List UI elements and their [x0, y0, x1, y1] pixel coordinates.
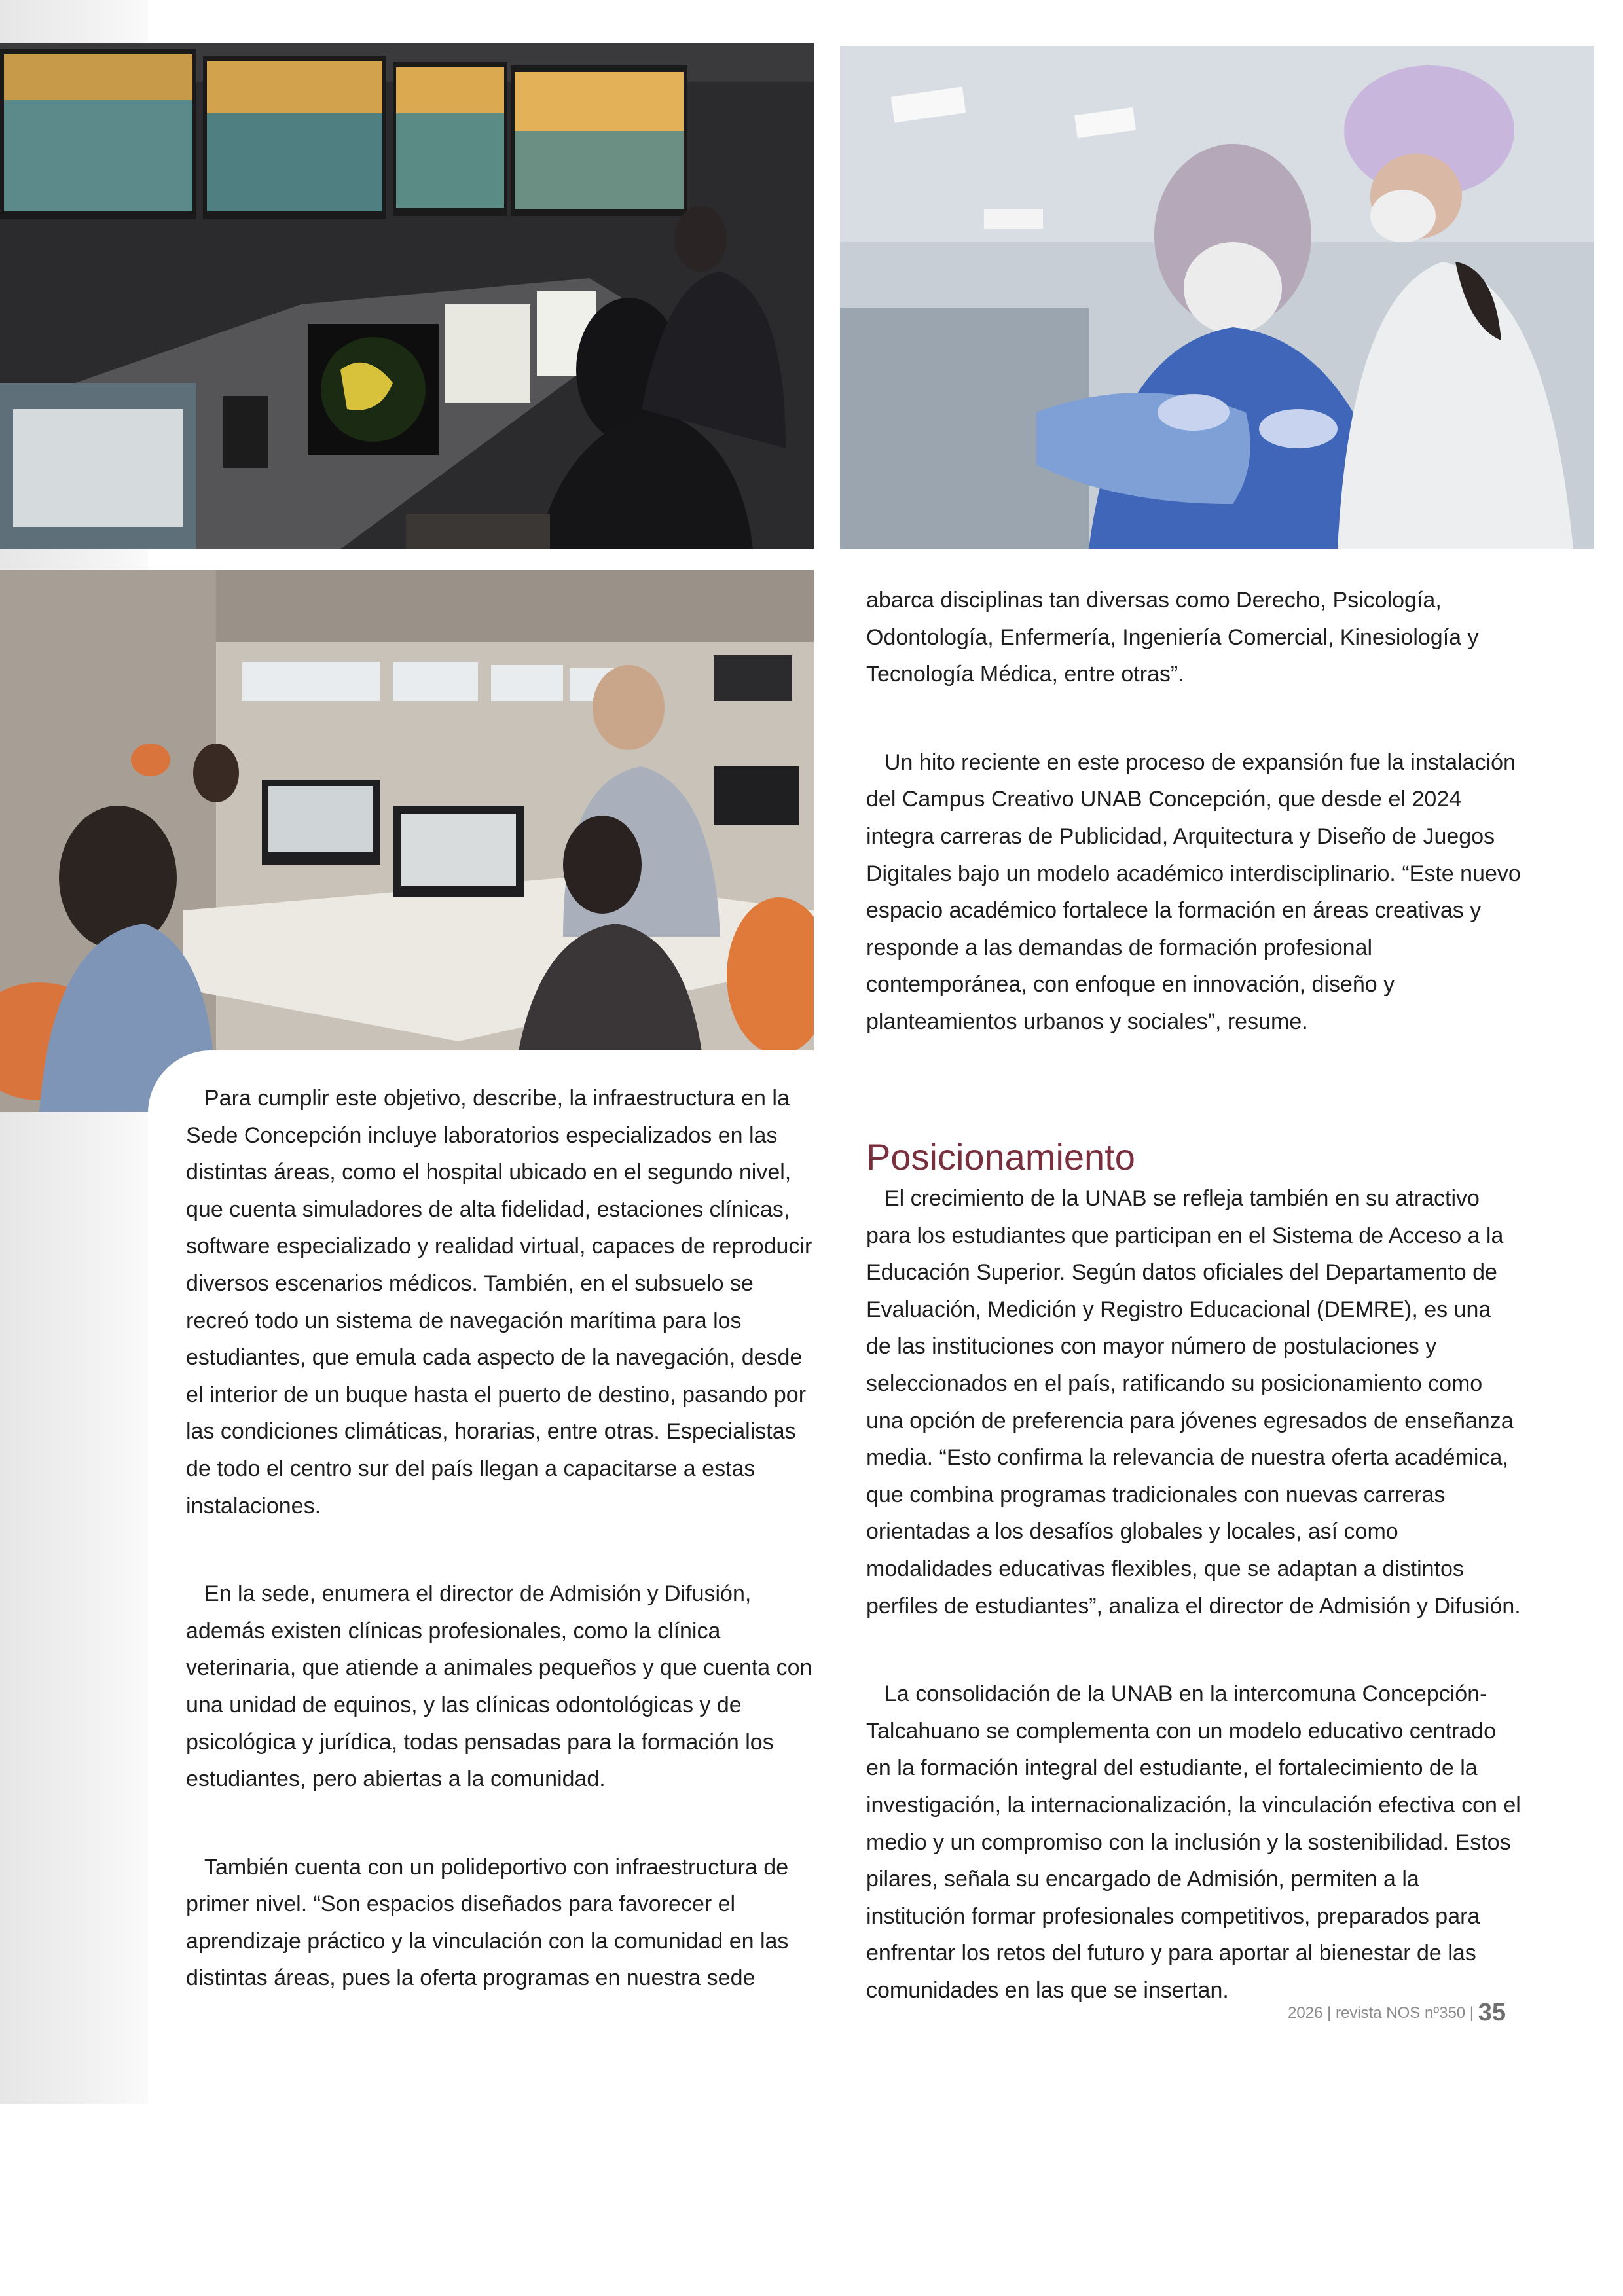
paragraph: La consolidación de la UNAB en la intercomuna Concepción-Talcahuano se complementa con un modelo educativo centrado en la formación integral del estudiante, el fortalecimiento de la investigación, la internacionalización, la vinculación efectiva con el medio y un compromiso con la inclusión y la sostenibilidad. Estos pilares, señala su encargado de Admisión, permiten a la institución formar profesionales competitivos, preparados para enfrentar los retos del futuro y para aportar al bienestar de las comunidades en las que se insertan.	[866, 1681, 1521, 2003]
photo-computer-lab	[0, 570, 814, 1112]
photo-ship-simulator	[0, 43, 814, 549]
paragraph: abarca disciplinas tan diversas como Derecho, Psicología, Odontología, Enfermería, Ingeniería Comercial, Kinesiología y Tecnología Médica, entre otras”.	[866, 588, 1479, 687]
section-posicionamiento	[866, 1134, 1521, 2009]
paragraph: Para cumplir este objetivo, describe, la infraestructura en la Sede Concepción incluye laboratorios especializados en las distintas áreas, como el hospital ubicado en el segundo nivel, que cuenta simuladores de alta fidelidad, estaciones clínicas, software especializado y realidad virtual, capaces de reproducir diversos escenarios médicos. También, en el subsuelo se recreó todo un sistema de navegación marítima para los estudiantes, que emula cada aspecto de la navegación, desde el interior de un buque hasta el puerto de destino, pasando por las condiciones climáticas, horarias, entre otras. Especialistas de todo el centro sur del país llegan a capacitarse a estas instalaciones.	[186, 1086, 812, 1518]
paragraph: Un hito reciente en este proceso de expansión fue la instalación del Campus Creativo UNAB Concepción, que desde el 2024 integra carreras de Publicidad, Arquitectura y Diseño de Juegos Digitales bajo un modelo académico interdisciplinario. “Este nuevo espacio académico fortalece la formación en áreas creativas y responde a las demandas de formación profesional contemporánea, con enfoque en innovación, diseño y planteamientos urbanos y sociales”, resume.	[866, 749, 1521, 1034]
article-right-column-top	[866, 582, 1521, 1041]
page-folio	[1205, 1999, 1506, 2027]
page-number: 35	[1478, 1999, 1506, 2026]
paragraph: En la sede, enumera el director de Admisión y Difusión, además existen clínicas profesionales, como la clínica veterinaria, que atiende a animales pequeños y que cuenta con una unidad de equinos, y las clínicas odontológicas y de psicológica y jurídica, todas pensadas para la formación los estudiantes, pero abiertas a la comunidad.	[186, 1581, 812, 1792]
section-heading: Posicionamiento	[866, 1136, 1135, 1177]
paragraph: El crecimiento de la UNAB se refleja también en su atractivo para los estudiantes que participan en el Sistema de Acceso a la Educación Superior. Según datos oficiales del Departamento de Evaluación, Medición y Registro Educacional (DEMRE), es una de las instituciones con mayor número de postulaciones y seleccionados en el país, ratificando su posicionamiento como una opción de preferencia para jóvenes egresados de enseñanza media. “Esto confirma la relevancia de nuestra oferta académica, que combina programas tradicionales con nuevas carreras orientadas a los desafíos globales y locales, así como modalidades educativas flexibles, que se adaptan a distintos perfiles de estudiantes”, analiza el director de Admisión y Difusión.	[866, 1186, 1521, 1619]
paragraph: También cuenta con un polideportivo con infraestructura de primer nivel. “Son espacios diseñados para favorecer el aprendizaje práctico y la vinculación con la comunidad en las distintas áreas, pues la oferta programas en nuestra sede	[186, 1854, 789, 1991]
article-left-column	[186, 1080, 814, 1997]
folio-text: 2026 | revista NOS nº350 |	[1287, 2004, 1474, 2022]
photo-dental-clinic	[840, 46, 1594, 549]
